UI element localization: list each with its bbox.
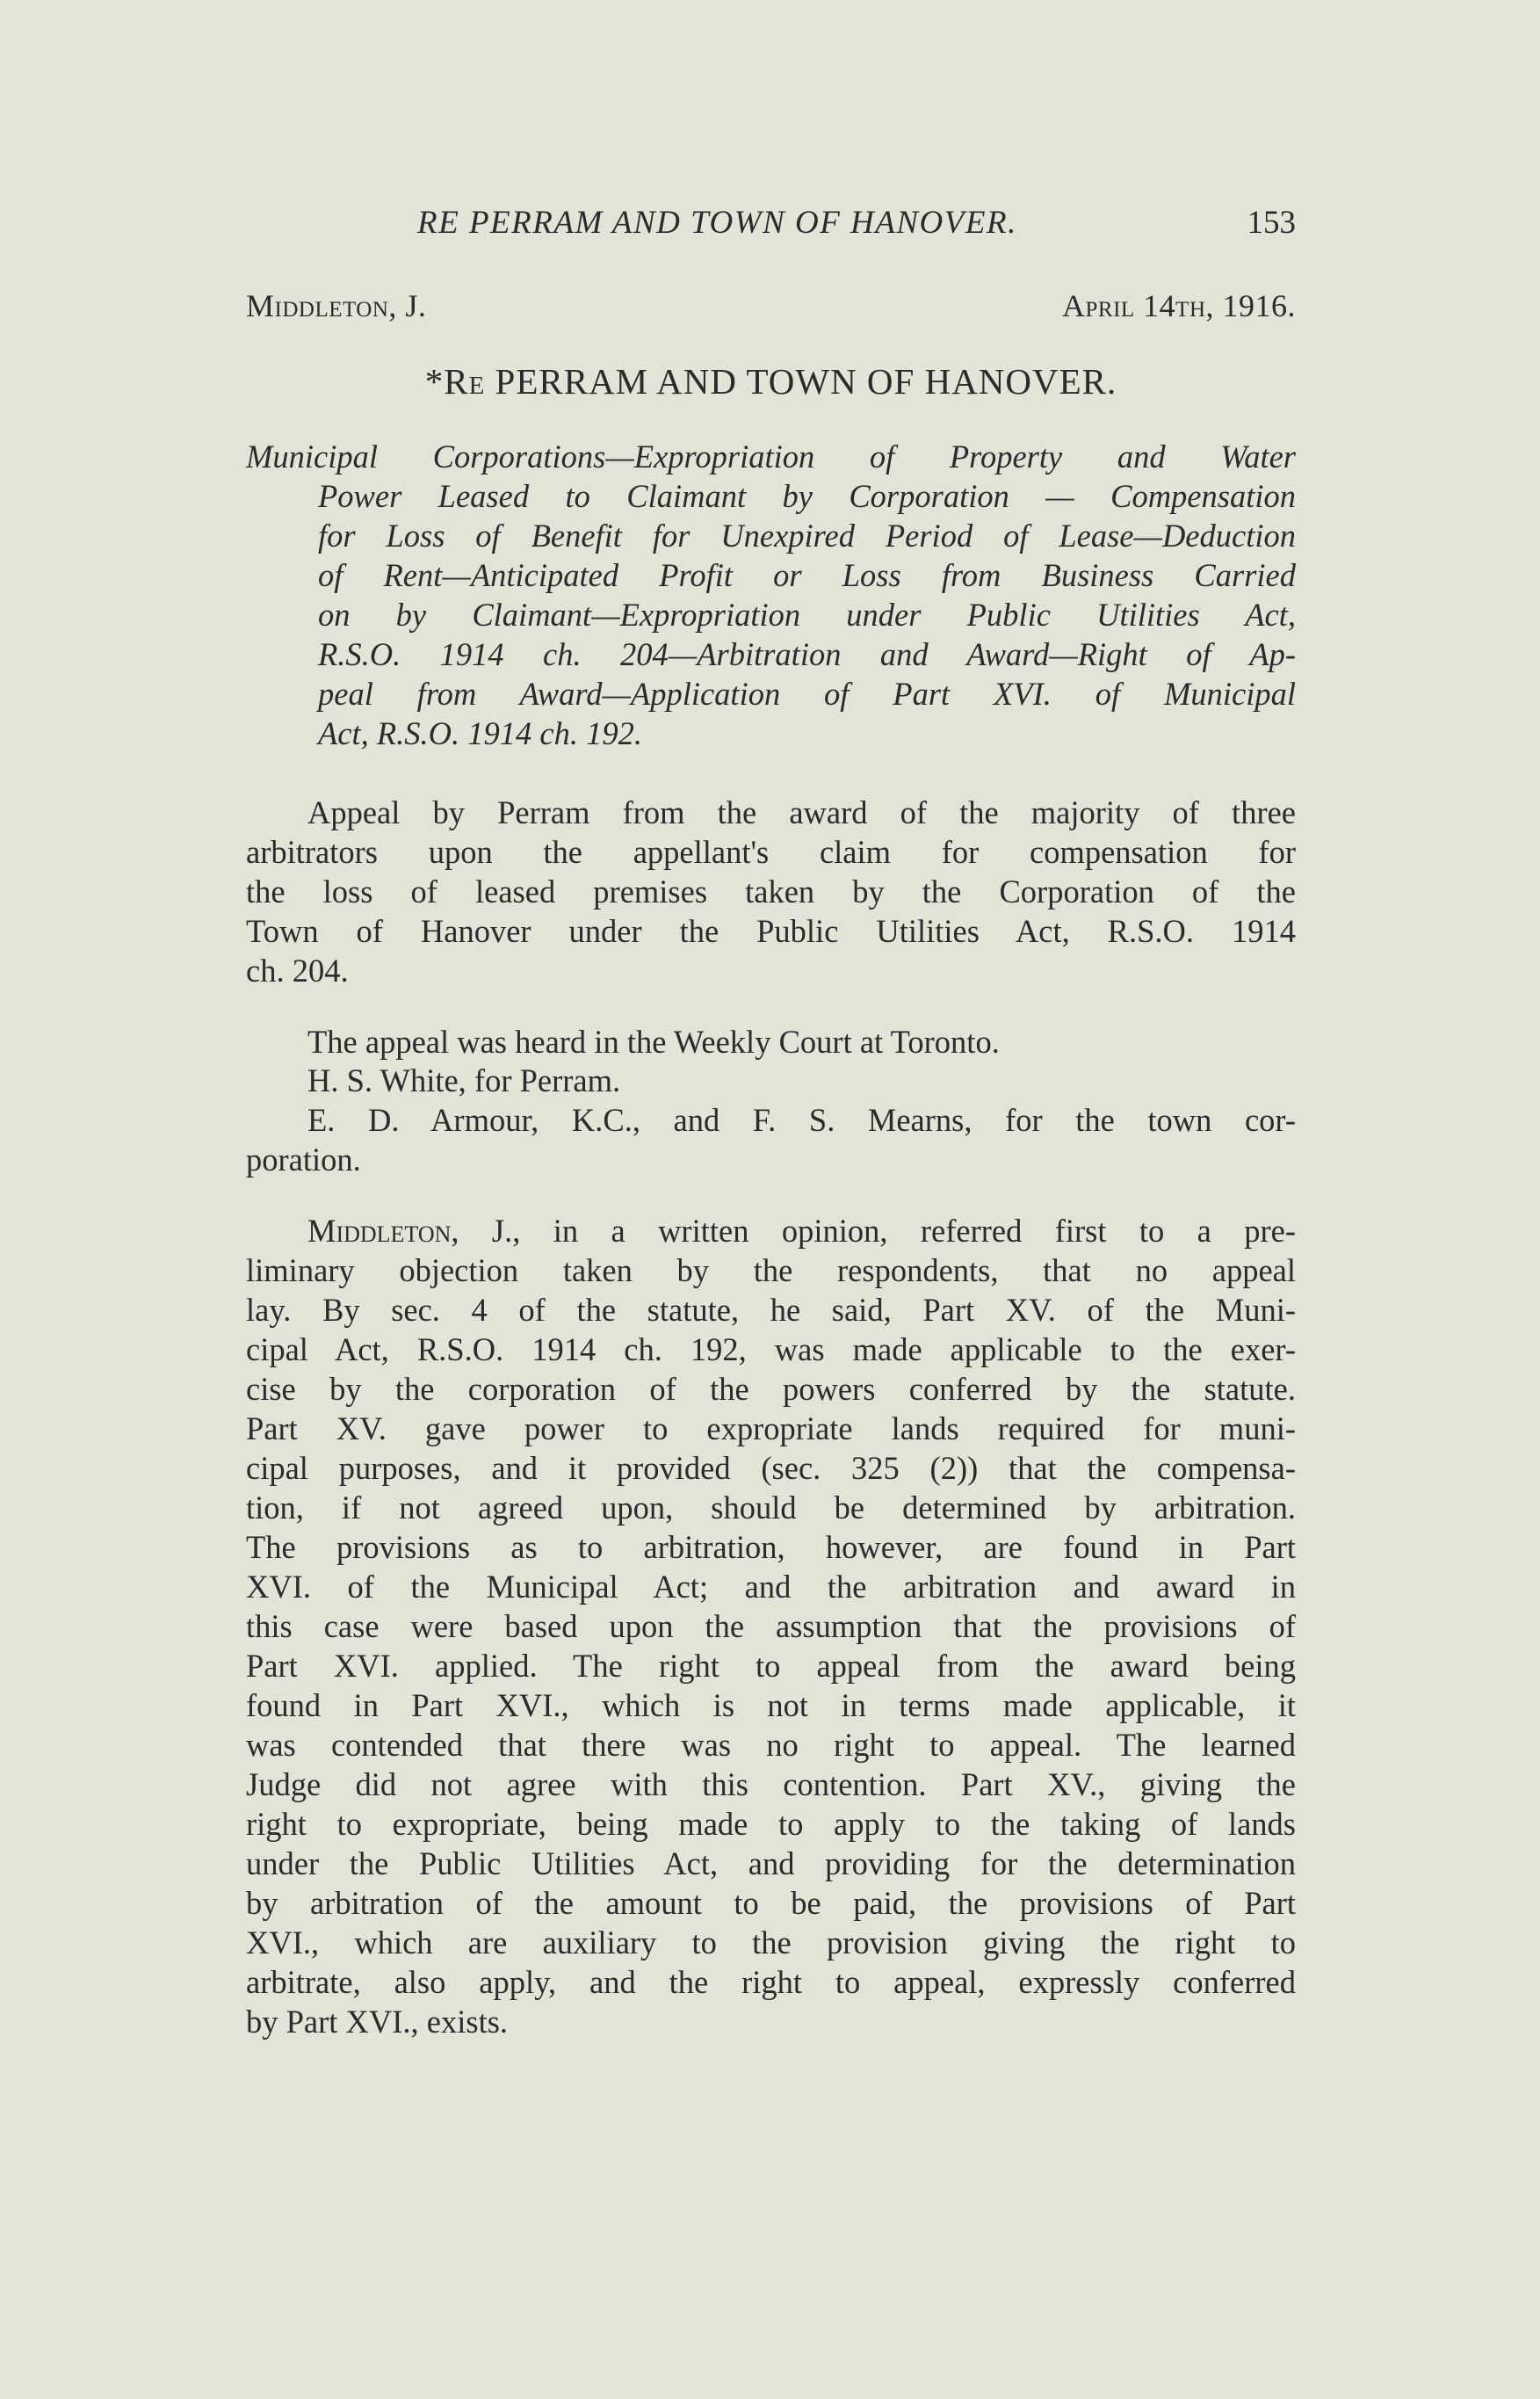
running-title: RE PERRAM AND TOWN OF HANOVER. [417,205,1017,241]
headnote-line: on by Claimant—Expropriation under Public Utilities Act, [318,597,1296,633]
headnote [246,437,1296,753]
paragraph-line: the loss of leased premises taken by the Corporation of the [246,873,1296,910]
headnote-line: Municipal Corporations—Expropriation of Property and Water [246,438,1296,475]
headnote-line: Act, R.S.O. 1914 ch. 192. [318,715,642,751]
paragraph-line: H. S. White, for Perram. [307,1062,621,1098]
paragraph-line: right to expropriate, being made to apply to the taking of lands [246,1806,1296,1842]
headnote-line: R.S.O. 1914 ch. 204—Arbitration and Award—Right of Ap- [318,636,1296,672]
paragraph-line: tion, if not agreed upon, should be determined by arbitration. [246,1489,1296,1526]
paragraph-line: Judge did not agree with this contention. Part XV., giving the [246,1766,1296,1802]
paragraph-line: liminary objection taken by the respondents, that no appeal [246,1252,1296,1288]
paragraph-line: Appeal by Perram from the award of the majority of three [307,794,1296,830]
case-title-rest: PERRAM AND TOWN OF HANOVER. [485,361,1117,402]
paragraph-line: XVI. of the Municipal Act; and the arbitration and award in [246,1569,1296,1605]
opinion-first-line-text: , J., in a written opinion, referred first to a pre- [451,1213,1296,1249]
opinion-paragraph [246,1211,1296,2041]
paragraph-line: cise by the corporation of the powers conferred by the statute. [246,1371,1296,1407]
paragraph-line: arbitrate, also apply, and the right to appeal, expressly conferred [246,1964,1296,2000]
case-title-prefix: *Re [424,361,486,402]
paragraph-line: cipal Act, R.S.O. 1914 ch. 192, was made applicable to the exer- [246,1331,1296,1367]
paragraph-line: lay. By sec. 4 of the statute, he said, Part XV. of the Muni- [246,1292,1296,1328]
paragraph-line: poration. [246,1142,361,1178]
paragraph-line [246,1211,1296,1250]
case-title [246,360,1296,402]
paragraph-line: by Part XVI., exists. [246,2004,509,2040]
paragraph-line: The appeal was heard in the Weekly Court at Toronto. [307,1024,1000,1060]
paragraph-line: Part XV. gave power to expropriate lands required for muni- [246,1410,1296,1446]
paragraph-line: by arbitration of the amount to be paid, the provisions of Part [246,1885,1296,1921]
decision-date: April 14th, 1916. [1062,288,1296,323]
counsel-appellant [246,1061,1296,1100]
paragraph-line: found in Part XVI., which is not in terms made applicable, it [246,1687,1296,1723]
paragraph-line: under the Public Utilities Act, and providing for the determination [246,1845,1296,1881]
headnote-line: Power Leased to Claimant by Corporation — Compensation [318,478,1296,514]
paragraph-line: Town of Hanover under the Public Utilities Act, R.S.O. 1914 [246,913,1296,949]
page-number: 153 [1247,205,1296,241]
headnote-line: for Loss of Benefit for Unexpired Period of Lease—Deduction [318,518,1296,554]
headnote-line: of Rent—Anticipated Profit or Loss from Business Carried [318,557,1296,593]
paragraph-line: arbitrators upon the appellant's claim for compensation for [246,834,1296,870]
hearing-paragraph [246,1022,1296,1062]
paragraph-line: The provisions as to arbitration, however, are found in Part [246,1529,1296,1565]
judge-name: Middleton, J. [246,288,427,323]
opinion-judge-name: Middleton [307,1213,452,1249]
running-head [246,204,1296,257]
paragraph-line: ch. 204. [246,953,349,989]
paragraph-line: cipal purposes, and it provided (sec. 325 (2)) that the compensa- [246,1450,1296,1486]
headnote-line: peal from Award—Application of Part XVI. of Municipal [318,676,1296,712]
counsel-respondent [246,1100,1296,1179]
appeal-paragraph [246,793,1296,990]
paragraph-line: E. D. Armour, K.C., and F. S. Mearns, for the town cor- [307,1102,1296,1138]
paragraph-line: was contended that there was no right to appeal. The learned [246,1727,1296,1763]
paragraph-line: this case were based upon the assumption that the provisions of [246,1608,1296,1644]
paragraph-line: XVI., which are auxiliary to the provision giving the right to [246,1924,1296,1961]
paragraph-line: Part XVI. applied. The right to appeal from the award being [246,1648,1296,1684]
